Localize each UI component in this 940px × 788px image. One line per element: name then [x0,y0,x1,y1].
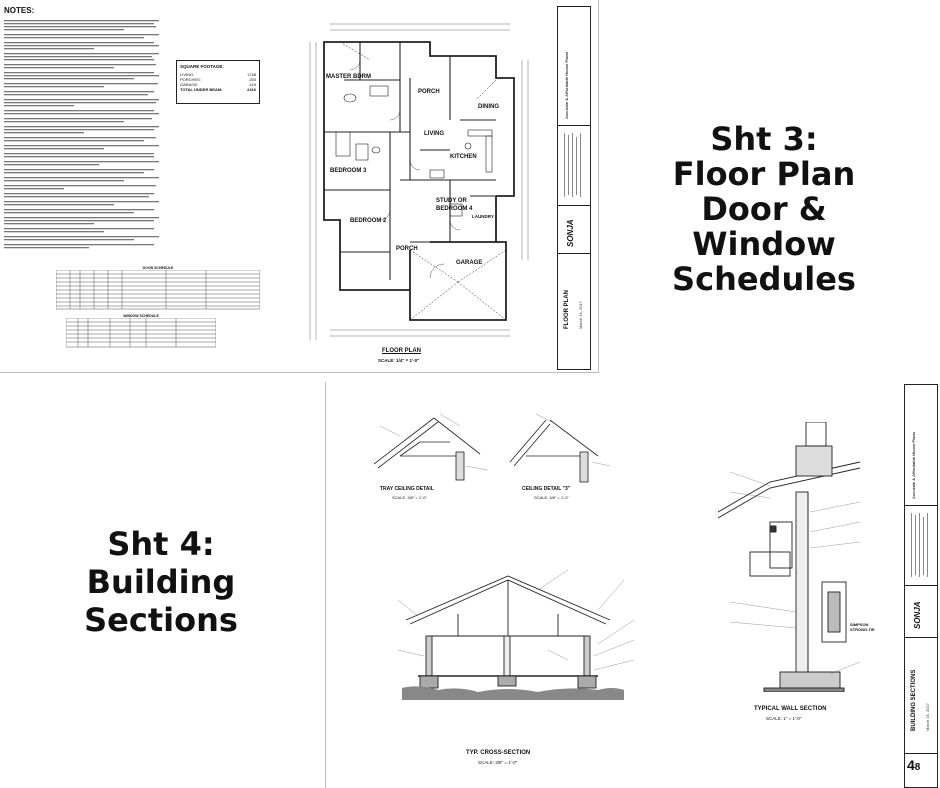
sheet-date: March 15, 2017 [578,301,583,329]
cross-section-title: TYP. CROSS-SECTION [466,750,531,756]
title-block-sheet4 [904,384,938,788]
building-sections-sheet [325,382,940,788]
wall-section-scale: SCALE: 1" = 1'-0" [766,716,802,721]
room-garage: GARAGE [456,260,483,266]
company-name: Accurate & Affordable House Plans [564,51,569,119]
sheet3-caption-line: Schedules [672,260,856,298]
sheet3-caption-line: Door & Window [692,190,836,263]
floor-plan-sheet [0,0,599,373]
tray-ceiling-drawing [370,406,500,486]
ceiling-detail-scale: SCALE: 3/8" = 1'-0" [534,495,569,500]
room-porch-bottom: PORCH [396,246,418,252]
room-master-bedroom: MASTER BDRM [326,74,371,80]
sheet3-caption-line: Floor Plan [672,155,856,193]
room-bedroom-4: BEDROOM 4 [436,206,473,212]
sheet-number: 48 [907,757,921,773]
room-bedroom-2: BEDROOM 2 [350,218,387,224]
title-block-fine-print [906,511,936,581]
door-schedule [56,266,260,310]
plan-name: SONJA [566,219,575,247]
notes-body [4,18,164,258]
floor-plan-title: FLOOR PLAN [382,348,421,354]
floor-plan-drawing [300,20,540,350]
sheet3-caption-line: Sht 3: [710,120,818,158]
ceiling-detail-title: CEILING DETAIL "3" [522,486,571,492]
sheet4-caption-line: Sht 4: [107,525,215,563]
room-kitchen: KITCHEN [450,154,477,160]
sqft-row: PORCHES: 253 [180,77,256,82]
sheet3-caption [630,122,898,297]
window-schedule-grid [66,318,216,348]
door-schedule-grid [56,270,260,310]
notes-text-lines [4,18,164,258]
title-block-sheet3 [557,6,591,370]
plan-name: SONJA [913,601,922,629]
window-schedule [66,314,216,348]
room-living: LIVING [424,131,445,137]
room-porch-top: PORCH [418,89,440,95]
company-name: Accurate & Affordable House Plans [911,431,916,499]
room-bedroom-3: BEDROOM 3 [330,168,367,174]
notes-title: NOTES: [4,6,35,15]
sqft-row: LIVING: 1748 [180,72,256,77]
sheet4-caption-line: Building Sections [84,563,238,639]
sheet4-caption [6,525,316,639]
title-block-fine-print [559,131,589,201]
sqft-row: TOTAL UNDER BEAM: 2416 [180,87,256,92]
sqft-row: GARAGE: 415 [180,82,256,87]
floor-plan-scale: SCALE: 1/4" = 1'-0" [378,358,420,363]
cross-section-drawing [398,560,648,710]
wall-section-drawing [710,422,880,692]
square-footage-box [176,60,260,104]
ceiling-detail-drawing [506,412,616,492]
room-study: STUDY OR [436,198,467,204]
window-schedule-title: WINDOW SCHEDULE [123,314,159,318]
room-dining: DINING [478,104,499,110]
sheet-name: FLOOR PLAN [564,290,570,329]
room-laundry: LAUNDRY [472,214,494,219]
cross-section-scale: SCALE: 3/8" = 1'-0" [478,760,518,765]
sheet-name: BUILDING SECTIONS [911,669,917,731]
sheet-date: March 15, 2017 [925,703,930,731]
tray-ceiling-title: TRAY CEILING DETAIL [380,486,434,492]
simpson-label: SIMPSON STRONG-TIE [850,622,875,632]
square-footage-title: SQUARE FOOTAGE: [180,64,224,69]
door-schedule-title: DOOR SCHEDULE [142,266,174,270]
tray-ceiling-scale: SCALE: 3/8" = 1'-0" [392,495,427,500]
wall-section-title: TYPICAL WALL SECTION [754,706,827,712]
